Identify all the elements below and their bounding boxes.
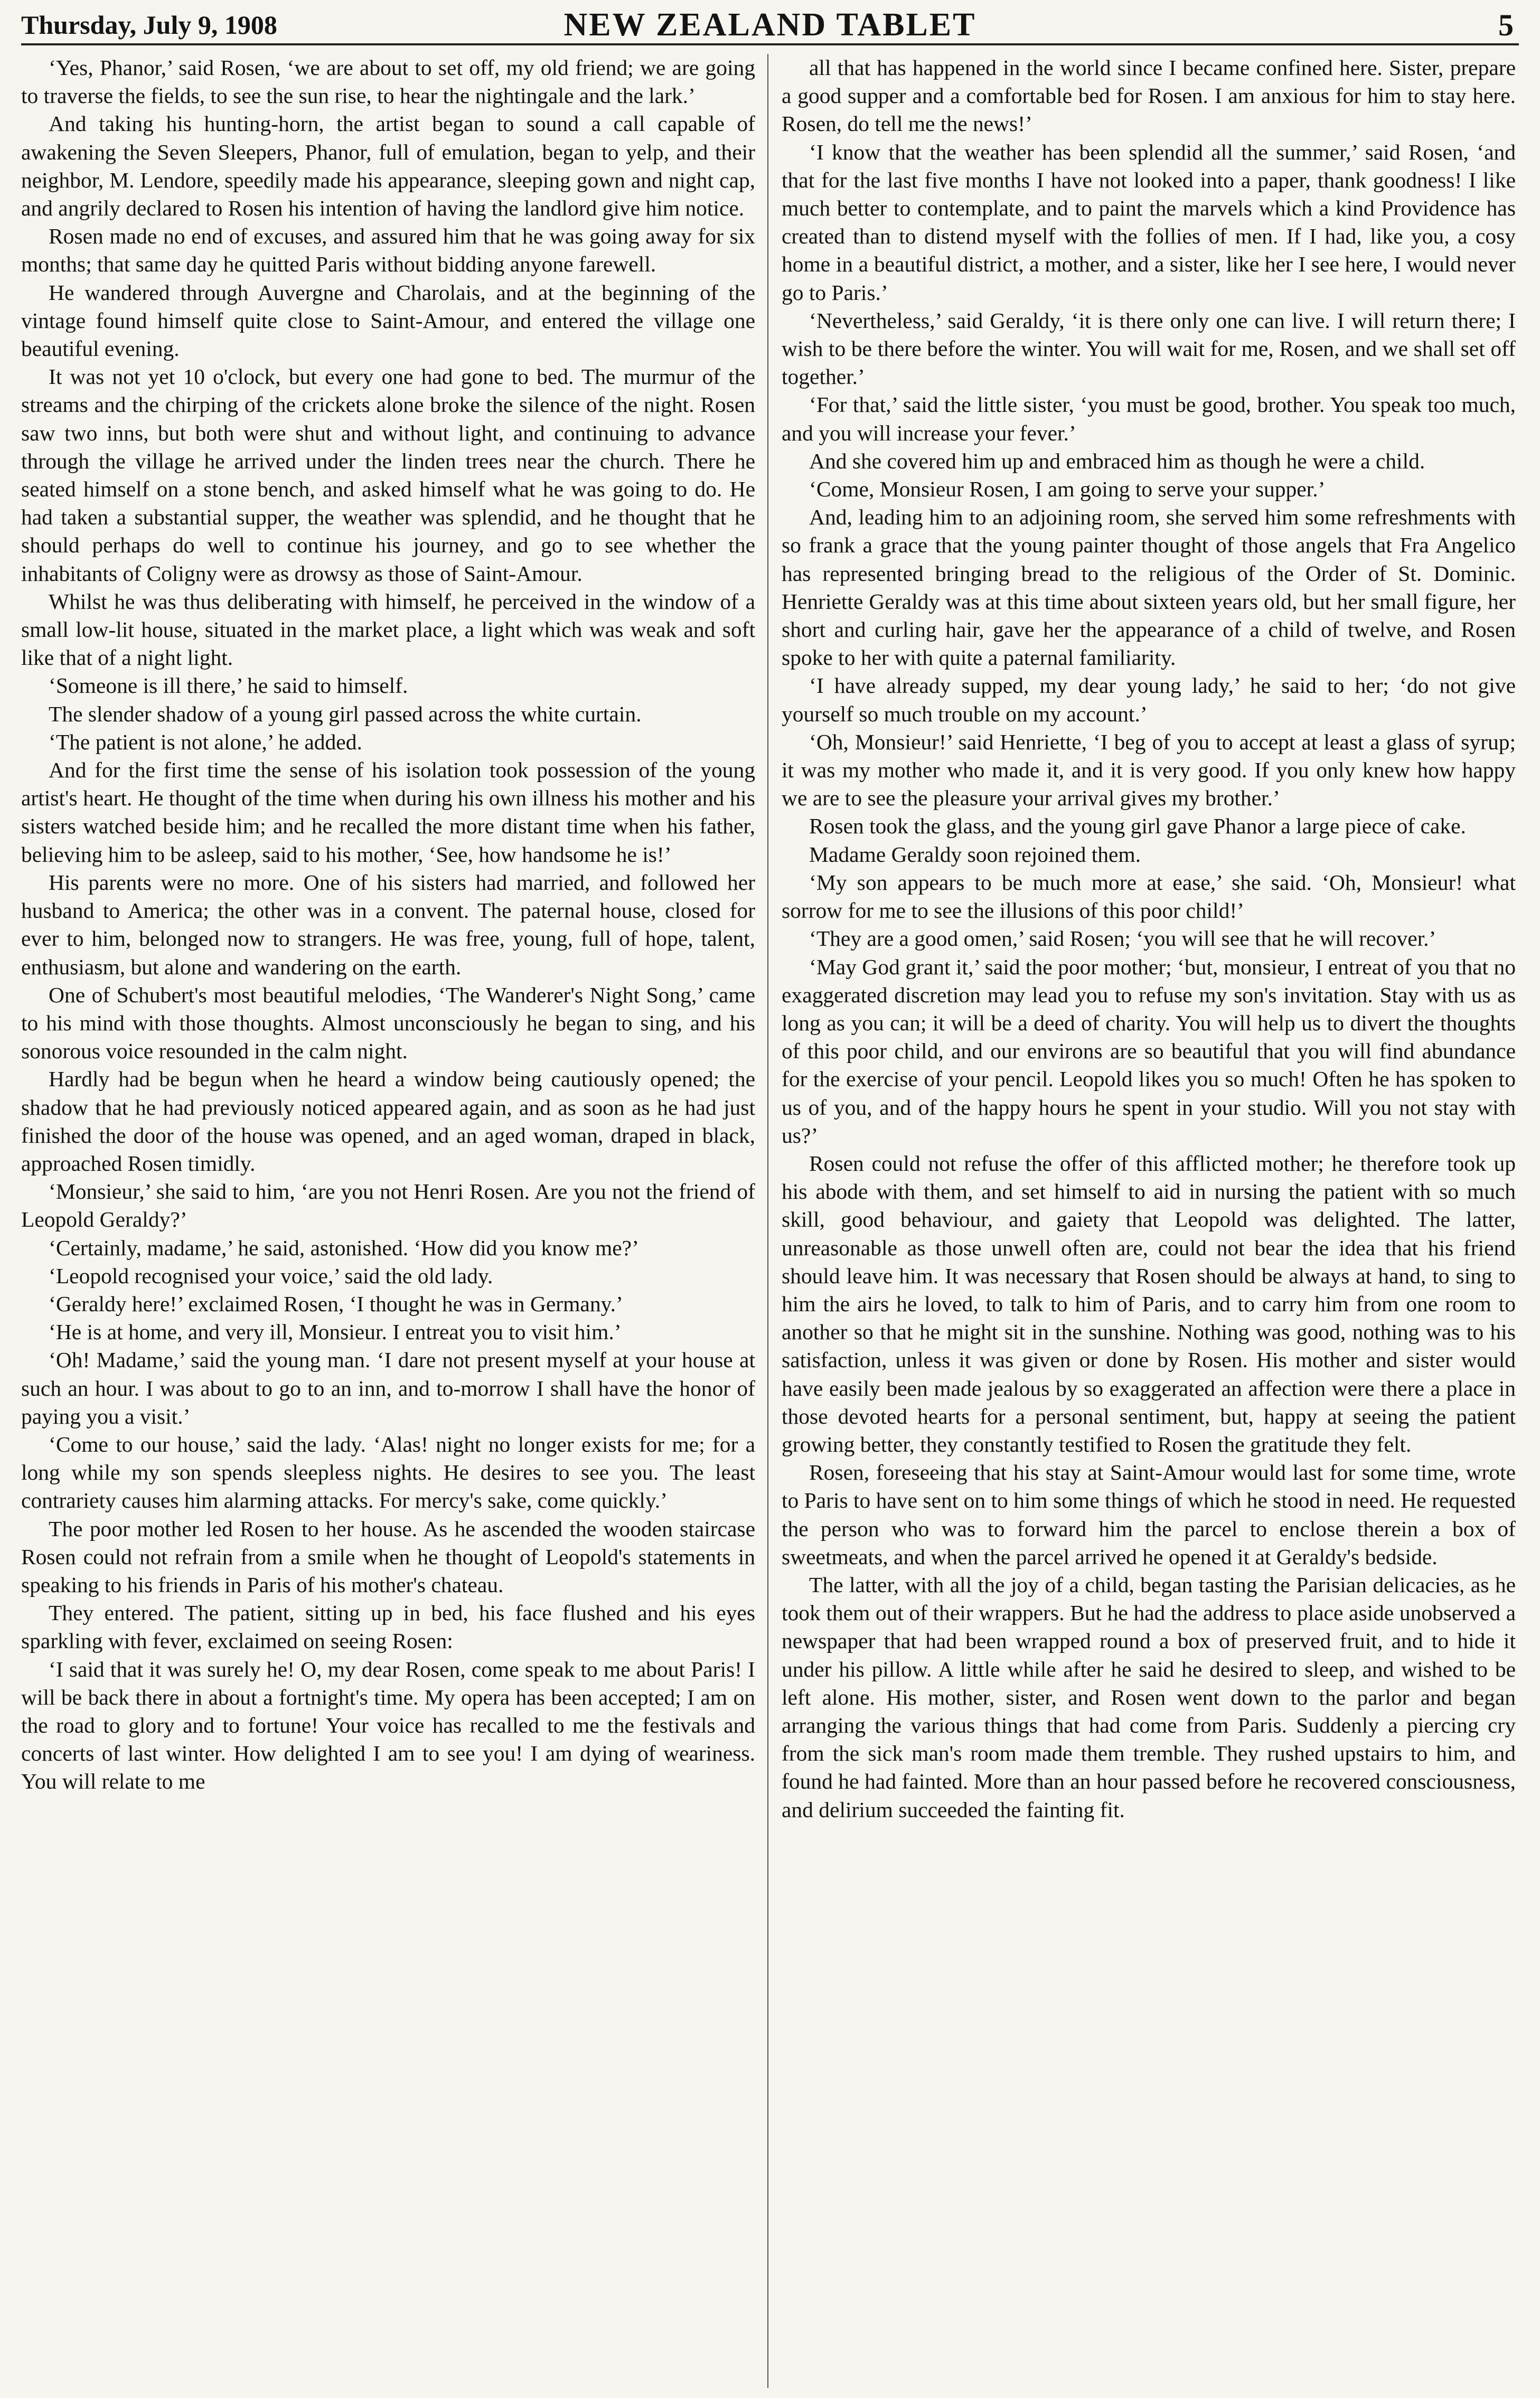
article-paragraph: They entered. The patient, sitting up in bed, his face flushed and his eyes sparkling with fever, exclaimed on seeing Rosen: — [21, 1601, 755, 1653]
article-paragraph: ‘May God grant it,’ said the poor mother; ‘but, monsieur, I entreat of you that no exaggerated discretion may lead you to refuse my son's invitation. Stay with us as long as you can; it will be a deed of charity. You will help us to divert the thoughts of this poor child, and our environs are so beautiful that you will find abundance for the exercise of your pencil. Leopold likes you so much! Often he has spoken to us of you, and of the happy hours he spent in your studio. Will you not stay with us?’ — [782, 954, 1516, 1148]
page-number: 5 — [1498, 8, 1514, 42]
article-paragraph: ‘I know that the weather has been splendid all the summer,’ said Rosen, ‘and that for the last five months I have not looked into a paper, thank goodness! I like much better to contemplate, and to paint the marvels which a kind Providence has created than to distend myself with the follies of men. If I had, like you, a cosy home in a beautiful district, a mother, and a sister, like her I see here, I would never go to Paris.’ — [782, 139, 1516, 305]
article-paragraph: ‘Nevertheless,’ said Geraldy, ‘it is there only one can live. I will return there; I wish to be there before the winter. You will wait for me, Rosen, and we shall set off together.’ — [782, 308, 1516, 389]
column-divider — [767, 54, 768, 2388]
article-paragraph: ‘For that,’ said the little sister, ‘you must be good, brother. You speak too much, and you will increase your fever.’ — [782, 392, 1516, 445]
article-paragraph: ‘Come, Monsieur Rosen, I am going to serve your supper.’ — [809, 477, 1326, 502]
article-paragraph: And, leading him to an adjoining room, she served him some refreshments with so frank a grace that the young painter thought of those angels that Fra Angelico has represented bringing bread to the religious of the Order of St. Dominic. Henriette Geraldy was at this time about sixteen years old, but her small figure, her short and curling hair, gave her the appearance of a child of twelve, and Rosen spoke to her with quite a paternal familiarity. — [782, 505, 1516, 670]
article-paragraph: It was not yet 10 o'clock, but every one had gone to bed. The murmur of the streams and the chirping of the crickets alone broke the silence of the night. Rosen saw two inns, but both were shut and without light, and continuing to advance through the village he arrived under the linden trees near the church. There he seated himself on a stone bench, and asked himself what he was going to do. He had taken a substantial supper, the weather was splendid, and he thought that he should perhaps do well to continue his journey, and go to see whether the inhabitants of Coligny were as drowsy as those of Saint-Amour. — [21, 364, 755, 586]
article-paragraph: One of Schubert's most beautiful melodies, ‘The Wanderer's Night Song,’ came to his mind with those thoughts. Almost unconsciously he began to sing, and his sonorous voice resounded in the calm night. — [21, 982, 755, 1064]
article-paragraph: ‘Come to our house,’ said the lady. ‘Alas! night no longer exists for me; for a long while my son spends sleepless nights. He desires to see you. The least contrariety causes him alarming attacks. For mercy's sake, come quickly.’ — [21, 1432, 755, 1513]
article-paragraph: Hardly had be begun when he heard a window being cautiously opened; the shadow that he had previously noticed appeared again, and as soon as he had just finished the door of the house was opened, and an aged woman, draped in black, approached Rosen timidly. — [21, 1067, 755, 1176]
article-paragraph: The poor mother led Rosen to her house. As he ascended the wooden staircase Rosen could not refrain from a smile when he thought of Leopold's statements in speaking to his friends in Paris of his mother's chateau. — [21, 1516, 755, 1597]
article-paragraph: Whilst he was thus deliberating with himself, he perceived in the window of a small low-lit house, situated in the market place, a light which was weak and soft like that of a night light. — [21, 589, 755, 670]
article-paragraph: ‘He is at home, and very ill, Monsieur. I entreat you to visit him.’ — [49, 1320, 622, 1344]
article-paragraph: Rosen could not refuse the offer of this afflicted mother; he therefore took up his abode with them, and set himself to aid in nursing the patient with so much skill, good behaviour, and gaiety that Leopold was delighted. The latter, unreasonable as those unwell often are, could not bear the idea that his friend should leave him. It was necessary that Rosen should be always at hand, to sing to him the airs he loved, to talk to him of Paris, and to carry him from one room to another so that he might sit in the sunshine. Nothing was good, nothing was to his satisfaction, unless it was given or done by Rosen. His mother and sister would have easily been made jealous by so exaggerated an affection were there a place in those devoted hearts for a personal sentiment, but, happy at seeing the patient growing better, they constantly testified to Rosen the gratitude they felt. — [782, 1151, 1516, 1456]
article-paragraph: ‘I have already supped, my dear young lady,’ he said to her; ‘do not give yourself so much trouble on my account.’ — [782, 673, 1516, 726]
masthead-title: NEW ZEALAND TABLET — [564, 7, 976, 43]
article-paragraph: ‘Leopold recognised your voice,’ said the old lady. — [49, 1263, 493, 1288]
article-paragraph: all that has happened in the world since I became confined here. Sister, prepare a good supper and a comfortable bed for Rosen. I am anxious for him to stay here. Rosen, do tell me the news!’ — [782, 55, 1516, 136]
article-paragraph: And taking his hunting-horn, the artist began to sound a call capable of awakening the Seven Sleepers, Phanor, full of emulation, began to yelp, and their neighbor, M. Lendore, speedily made his appearance, sleeping gown and night cap, and angrily declared to Rosen his intention of having the landlord give him notice. — [21, 111, 755, 221]
article-paragraph: ‘Oh, Monsieur!’ said Henriette, ‘I beg of you to accept at least a glass of syrup; it was my mother who made it, and it is very good. If you only knew how happy we are to see the pleasure your arrival gives my brother.’ — [782, 729, 1516, 811]
left-column — [21, 54, 755, 2388]
article-paragraph: The slender shadow of a young girl passed across the white curtain. — [49, 701, 642, 726]
article-paragraph: ‘Certainly, madame,’ he said, astonished. ‘How did you know me?’ — [49, 1235, 639, 1260]
page-header — [21, 4, 1519, 45]
article-paragraph: ‘Yes, Phanor,’ said Rosen, ‘we are about to set off, my old friend; we are going to traverse the fields, to see the sun rise, to hear the nightingale and the lark.’ — [21, 55, 755, 108]
article-paragraph: And she covered him up and embraced him as though he were a child. — [809, 448, 1425, 473]
article-paragraph: The latter, with all the joy of a child, began tasting the Parisian delicacies, as he took them out of their wrappers. But he had the address to place aside unobserved a newspaper that had been wrapped round a box of preserved fruit, and to hide it under his pillow. A little while after he said he desired to sleep, and wished to be left alone. His mother, sister, and Rosen went down to the parlor and began arranging the various things that had come from Paris. Suddenly a piercing cry from the sick man's room made them tremble. They rushed upstairs to him, and found he had fainted. More than an hour passed before he recovered consciousness, and delirium succeeded the fainting fit. — [782, 1572, 1516, 1822]
article-paragraph: Rosen, foreseeing that his stay at Saint-Amour would last for some time, wrote to Paris to have sent on to him some things of which he stood in need. He requested the person who was to forward him the parcel to enclose therein a box of sweetmeats, and when the parcel arrived he opened it at Geraldy's bedside. — [782, 1460, 1516, 1569]
article-paragraph: ‘Someone is ill there,’ he said to himself. — [49, 673, 408, 698]
issue-date: Thursday, July 9, 1908 — [21, 10, 277, 40]
right-column — [782, 54, 1516, 2388]
article-paragraph: ‘My son appears to be much more at ease,’ she said. ‘Oh, Monsieur! what sorrow for me to see the illusions of this poor child!’ — [782, 870, 1516, 923]
article-paragraph: He wandered through Auvergne and Charolais, and at the beginning of the vintage found himself quite close to Saint-Amour, and entered the village one beautiful evening. — [21, 280, 755, 361]
article-paragraph: And for the first time the sense of his isolation took possession of the young artist's heart. He thought of the time when during his own illness his mother and his sisters watched beside him; and he recalled the more distant time when his father, believing him to be asleep, said to his mother, ‘See, how handsome he is!’ — [21, 758, 755, 867]
article-paragraph: ‘I said that it was surely he! O, my dear Rosen, come speak to me about Paris! I will be back there in about a fortnight's time. My opera has been accepted; I am on the road to glory and to fortune! Your voice has recalled to me the festivals and concerts of last winter. How delighted I am to see you! I am dying of weariness. You will relate to me — [21, 1657, 755, 1794]
article-paragraph: ‘Oh! Madame,’ said the young man. ‘I dare not present myself at your house at such an hour. I was about to go to an inn, and to-morrow I shall have the honor of paying you a visit.’ — [21, 1348, 755, 1428]
article-paragraph: ‘The patient is not alone,’ he added. — [49, 729, 362, 754]
article-paragraph: Madame Geraldy soon rejoined them. — [809, 842, 1141, 867]
article-paragraph: ‘Geraldy here!’ exclaimed Rosen, ‘I thought he was in Germany.’ — [49, 1291, 623, 1316]
article-paragraph: ‘They are a good omen,’ said Rosen; ‘you will see that he will recover.’ — [809, 926, 1436, 951]
article-paragraph: Rosen made no end of excuses, and assured him that he was going away for six months; that same day he quitted Paris without bidding anyone farewell. — [21, 224, 755, 277]
article-paragraph: ‘Monsieur,’ she said to him, ‘are you not Henri Rosen. Are you not the friend of Leopold Geraldy?’ — [21, 1179, 755, 1232]
article-paragraph: Rosen took the glass, and the young girl gave Phanor a large piece of cake. — [809, 814, 1466, 839]
article-paragraph: His parents were no more. One of his sisters had married, and followed her husband to America; the other was in a convent. The paternal house, closed for ever to him, belonged now to strangers. He was free, young, full of hope, talent, enthusiasm, but alone and wandering on the earth. — [21, 870, 755, 979]
